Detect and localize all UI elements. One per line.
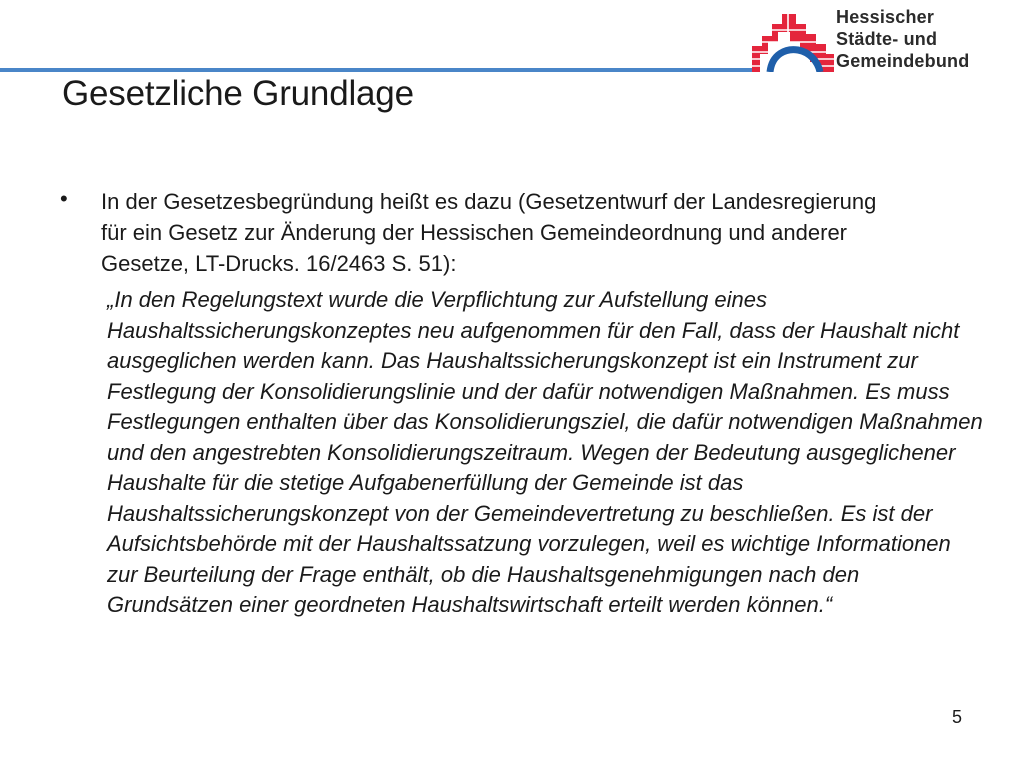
header-divider-line [0,68,760,72]
hsgb-logo [752,6,1002,76]
logo-line-1: Hessischer [836,7,935,27]
bullet-marker: • [60,186,68,211]
page-number: 5 [952,707,963,727]
logo-wordmark [836,6,969,72]
hsgb-logo-mark [752,12,834,72]
bullet-text: In der Gesetzesbegründung heißt es dazu (Gesetzentwurf der Landesregierung für ein Gesetz zur Änderung der Hessischen Gemeindeordnung und anderer Gesetze, LT-Drucks. 16/2463 S. 51): [101,189,877,276]
logo-blue-arc [770,50,820,72]
logo-line-2: Städte- und [836,29,938,49]
quoted-paragraph: „In den Regelungstext wurde die Verpflichtung zur Aufstellung eines Haushaltssicherungskonzeptes neu aufgenommen für den Fall, dass der Haushalt nicht ausgeglichen werden kann. Das Haushaltssicherungskonzept ist ein Instrument zur Festlegung der Konsolidierungslinie und der dafür notwendigen Maßnahmen. Es muss Festlegungen enthalten über das Konsolidierungsziel, die dafür notwendigen Maßnahmen und den angestrebten Konsolidierungszeitraum. Wegen der Bedeutung ausgeglichener Haushalte für die stetige Aufgabenerfüllung der Gemeinde ist das Haushaltssicherungskonzept von der Gemeindevertretung zu beschließen. Es ist der Aufsichtsbehörde mit der Haushaltssatzung vorzulegen, weil es wichtige Informationen zur Beurteilung der Frage enthält, ob die Haushaltsgenehmigungen nach den Grundsätzen einer geordneten Haushaltswirtschaft erteilt werden können.“ [107,287,983,617]
logo-red-skyline [752,14,834,72]
slide-title: Gesetzliche Grundlage [62,74,414,113]
logo-line-3: Gemeindebund [836,51,970,71]
